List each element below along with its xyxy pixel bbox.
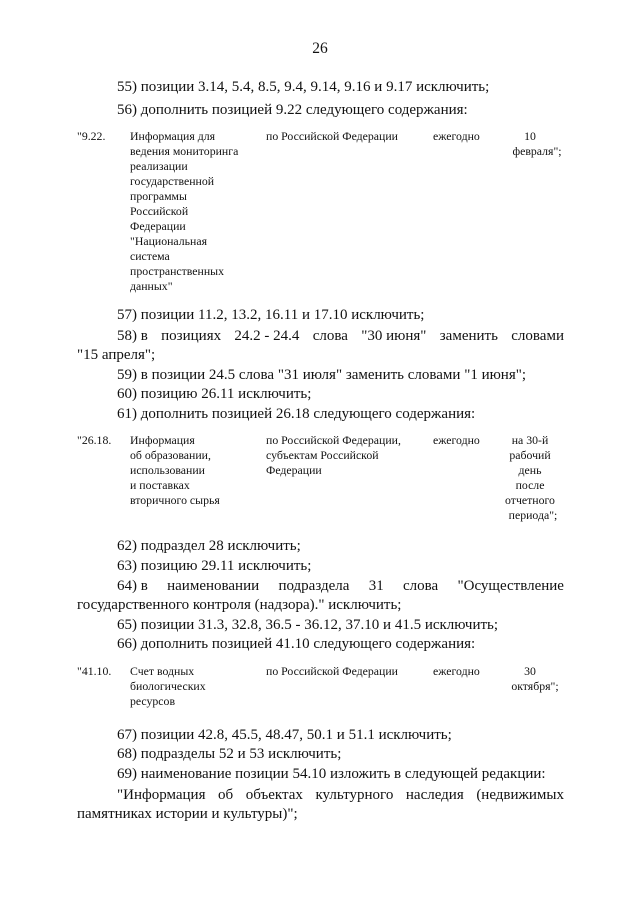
entry-deadline-line: 30	[524, 664, 536, 678]
entry-level-line: по Российской Федерации	[266, 129, 398, 143]
item-65: 65) позиции 31.3, 32.8, 36.5 - 36.12, 37.10 и 41.5 исключить;	[117, 617, 499, 633]
item-58-word: словами	[511, 328, 564, 344]
entry-level	[266, 129, 421, 144]
entry-deadline-line: на 30-й	[511, 433, 549, 447]
item-64-word: слова	[403, 578, 439, 594]
quote-word: (недвижимых	[476, 787, 564, 803]
entry-level-line: субъектам Российской	[266, 448, 379, 462]
entry-name-line: биологических	[130, 679, 206, 693]
quote-word: об	[218, 787, 234, 803]
item-69-quote-continued: памятниках истории и культуры)";	[77, 806, 298, 822]
entry-name-line: Федерации	[130, 219, 186, 233]
entry-deadline-line: октября";	[511, 679, 559, 693]
item-55: 55) позиции 3.14, 5.4, 8.5, 9.4, 9.14, 9.16 и 9.17 исключить;	[117, 79, 490, 95]
entry-name-line: программы	[130, 189, 187, 203]
item-64-word: 64) в	[117, 578, 148, 594]
entry-frequency: ежегодно	[433, 664, 480, 678]
entry-name-line: использовании	[130, 463, 205, 477]
entry-name-line: ресурсов	[130, 694, 176, 708]
entry-name	[130, 433, 255, 508]
item-64-word: 31	[368, 578, 384, 594]
entry-deadline	[497, 664, 563, 694]
item-56: 56) дополнить позицией 9.22 следующего содержания:	[117, 102, 468, 118]
item-57: 57) позиции 11.2, 13.2, 16.11 и 17.10 исключить;	[117, 307, 425, 323]
item-64-word: подраздела	[278, 578, 350, 594]
entry-name-line: реализации	[130, 159, 188, 173]
entry-name-line: Информация для	[130, 129, 216, 143]
entry-name-line: пространственных	[130, 264, 224, 278]
quote-word: культурного	[315, 787, 394, 803]
item-58-word: 58) в	[117, 328, 148, 344]
entry-name-line: Российской	[130, 204, 189, 218]
entry-deadline-line: день	[518, 463, 542, 477]
item-67: 67) позиции 42.8, 45.5, 48.47, 50.1 и 51.1 исключить;	[117, 727, 452, 743]
entry-number: "41.10.	[77, 664, 112, 678]
entry-name-line: вторичного сырья	[130, 493, 220, 507]
item-66: 66) дополнить позицией 41.10 следующего содержания:	[117, 636, 476, 652]
item-64-continued: государственного контроля (надзора)." исключить;	[77, 597, 402, 613]
item-64-word: "Осуществление	[457, 578, 564, 594]
item-62: 62) подраздел 28 исключить;	[117, 538, 301, 554]
item-59: 59) в позиции 24.5 слова "31 июля" заменить словами "1 июня";	[117, 367, 527, 383]
entry-name-line: Информация	[130, 433, 195, 447]
item-58-continued: "15 апреля";	[77, 347, 156, 363]
entry-deadline	[497, 433, 563, 523]
item-58-word: "30 июня"	[361, 328, 427, 344]
quote-word: "Информация	[117, 787, 206, 803]
entry-name	[130, 664, 255, 709]
entry-level-line: Федерации	[266, 463, 322, 477]
entry-name-line: Счет водных	[130, 664, 195, 678]
item-58-word: позициях	[161, 328, 222, 344]
entry-deadline-line: периода";	[508, 508, 558, 522]
item-58-word: слова	[312, 328, 348, 344]
page-number: 26	[312, 40, 328, 57]
entry-level	[266, 433, 421, 478]
entry-name	[130, 129, 255, 294]
entry-name-line: ведения мониторинга	[130, 144, 239, 158]
entry-name-line: данных"	[130, 279, 173, 293]
item-58-word: заменить	[439, 328, 498, 344]
item-69: 69) наименование позиции 54.10 изложить в следующей редакции:	[117, 766, 546, 782]
item-58	[117, 327, 564, 345]
item-68: 68) подразделы 52 и 53 исключить;	[117, 746, 342, 762]
item-69-quote	[117, 786, 564, 804]
quote-word: объектах	[245, 787, 303, 803]
entry-name-line: об образовании,	[130, 448, 211, 462]
entry-deadline-line: отчетного	[505, 493, 555, 507]
entry-frequency: ежегодно	[433, 433, 480, 447]
item-61: 61) дополнить позицией 26.18 следующего содержания:	[117, 406, 476, 422]
entry-number: "9.22.	[77, 129, 106, 143]
entry-name-line: государственной	[130, 174, 215, 188]
quote-word: наследия	[405, 787, 464, 803]
entry-deadline-line: 10	[524, 129, 536, 143]
entry-level-line: по Российской Федерации,	[266, 433, 401, 447]
item-58-word: 24.2 - 24.4	[234, 328, 300, 344]
item-63: 63) позицию 29.11 исключить;	[117, 558, 312, 574]
entry-name-line: и поставках	[130, 478, 190, 492]
item-64-word: наименовании	[167, 578, 260, 594]
entry-number: "26.18.	[77, 433, 112, 447]
entry-deadline-line: февраля";	[512, 144, 562, 158]
entry-level-line: по Российской Федерации	[266, 664, 398, 678]
entry-level	[266, 664, 421, 679]
entry-name-line: система	[130, 249, 170, 263]
entry-deadline	[497, 129, 563, 159]
entry-deadline-line: после	[515, 478, 545, 492]
entry-name-line: "Национальная	[130, 234, 207, 248]
entry-frequency: ежегодно	[433, 129, 480, 143]
item-64	[117, 577, 564, 595]
item-60: 60) позицию 26.11 исключить;	[117, 386, 312, 402]
entry-deadline-line: рабочий	[509, 448, 551, 462]
